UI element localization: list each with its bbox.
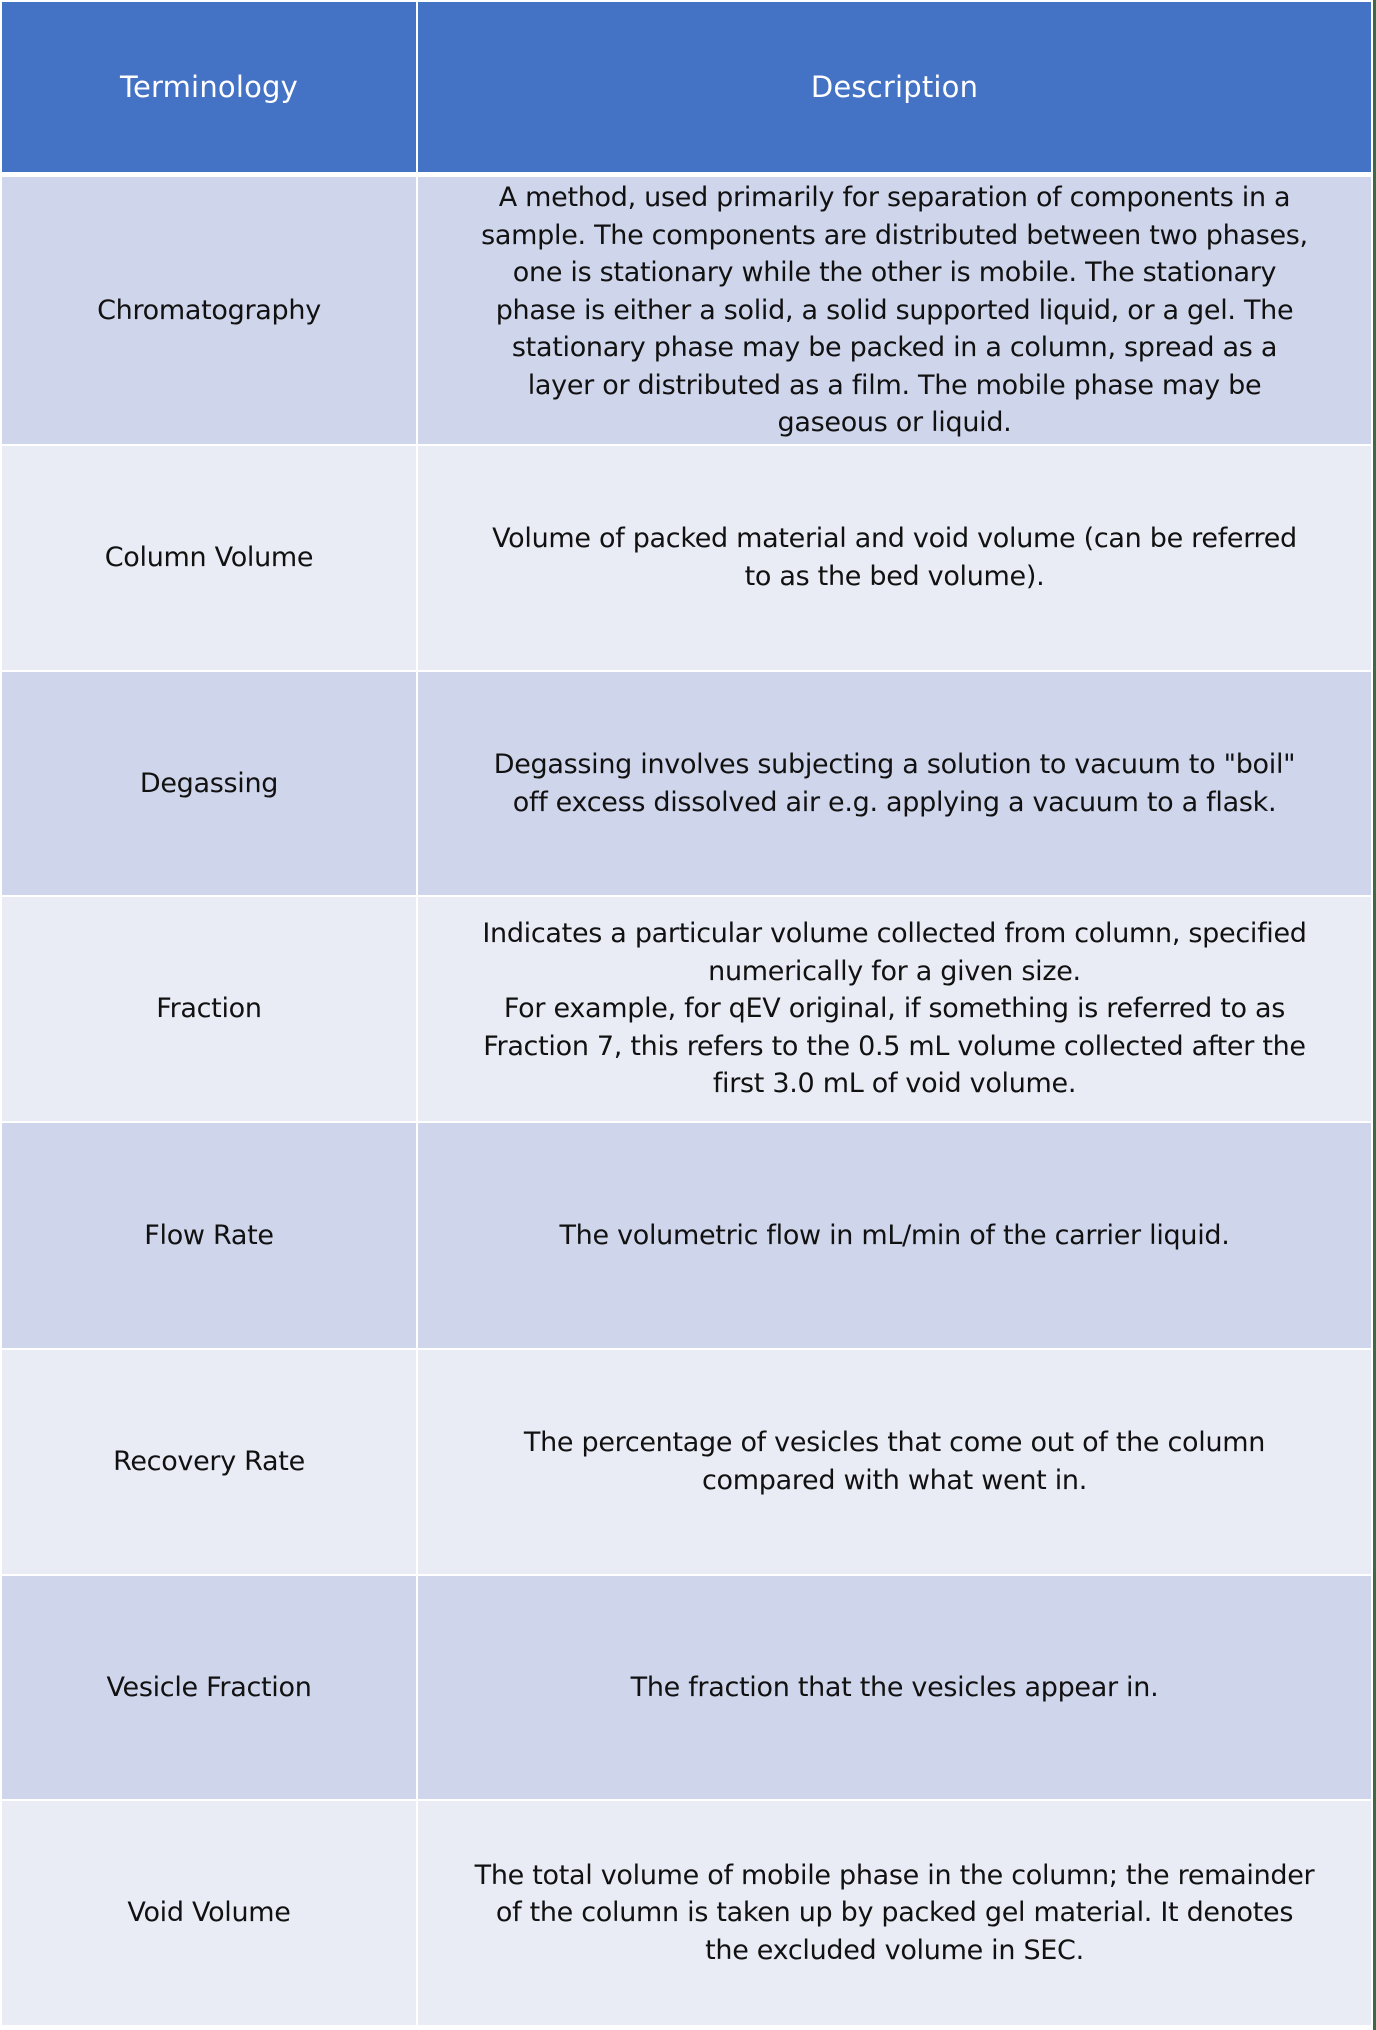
description-cell [418, 1350, 1373, 1576]
description-cell [418, 1576, 1373, 1801]
header-description: Description [418, 0, 1373, 177]
table-row [0, 1350, 1373, 1576]
table-row [0, 897, 1373, 1123]
term-cell: Chromatography [0, 177, 418, 446]
term-cell: Flow Rate [0, 1123, 418, 1350]
description-line: the excluded volume in SEC. [705, 1934, 1084, 1966]
description-line: A method, used primarily for separation of components in a [498, 181, 1291, 213]
description-line: For example, for qEV original, if something is referred to as [503, 993, 1286, 1025]
description-line: one is stationary while the other is mobile. The stationary [512, 257, 1277, 289]
description-line: sample. The components are distributed between two phases, [481, 219, 1308, 251]
description-line: Indicates a particular volume collected from column, specified [482, 918, 1307, 950]
description-cell [418, 446, 1373, 672]
description-line: The percentage of vesicles that come out of the column [523, 1427, 1266, 1459]
description-cell [418, 897, 1373, 1123]
term-cell: Column Volume [0, 446, 418, 672]
table-row [0, 177, 1373, 446]
header-terminology: Terminology [0, 0, 418, 177]
description-line: off excess dissolved air e.g. applying a vacuum to a flask. [512, 786, 1277, 818]
table-row [0, 1801, 1373, 2027]
description-line: Volume of packed material and void volume (can be referred [492, 523, 1297, 555]
table-header-row [0, 0, 1373, 177]
term-cell: Void Volume [0, 1801, 418, 2027]
description-line: The fraction that the vesicles appear in. [630, 1671, 1159, 1703]
description-line: Degassing involves subjecting a solution to vacuum to "boil" [493, 748, 1296, 780]
description-line: layer or distributed as a film. The mobile phase may be [527, 369, 1262, 401]
term-cell: Degassing [0, 672, 418, 897]
term-cell: Recovery Rate [0, 1350, 418, 1576]
description-line: The total volume of mobile phase in the column; the remainder [474, 1859, 1315, 1891]
description-line: The volumetric flow in mL/min of the carrier liquid. [559, 1219, 1230, 1251]
description-line: numerically for a given size. [708, 955, 1081, 987]
table-row [0, 1123, 1373, 1350]
description-line: gaseous or liquid. [777, 407, 1012, 439]
table-row [0, 1576, 1373, 1801]
description-cell [418, 177, 1373, 446]
description-line: stationary phase may be packed in a column, spread as a [511, 332, 1278, 364]
description-line: of the column is taken up by packed gel material. It denotes [495, 1897, 1294, 1929]
description-line: to as the bed volume). [744, 561, 1045, 592]
table-row [0, 672, 1373, 897]
table-row [0, 446, 1373, 672]
description-line: compared with what went in. [701, 1465, 1088, 1496]
description-cell [418, 1801, 1373, 2027]
term-cell: Fraction [0, 897, 418, 1123]
description-line: Fraction 7, this refers to the 0.5 mL volume collected after the [483, 1030, 1306, 1062]
description-line: phase is either a solid, a solid supported liquid, or a gel. The [495, 294, 1294, 326]
description-line: first 3.0 mL of void volume. [712, 1068, 1077, 1100]
term-cell: Vesicle Fraction [0, 1576, 418, 1801]
description-cell [418, 672, 1373, 897]
description-cell [418, 1123, 1373, 1350]
